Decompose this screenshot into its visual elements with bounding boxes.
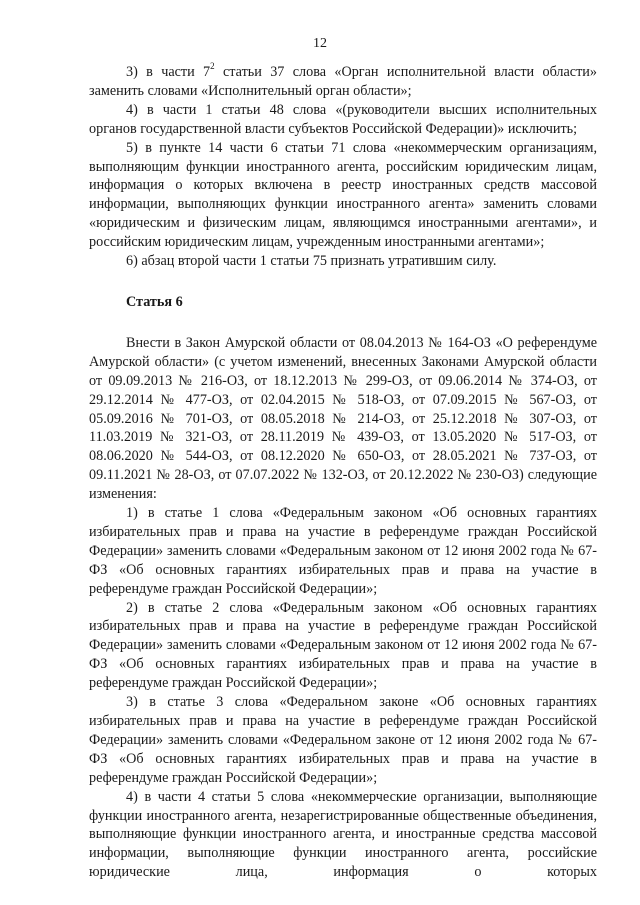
amendment-item-1: 1) в статье 1 слова «Федеральным законом «Об основных гарантиях избирательных прав и права на участие в референдуме граждан Российской Федерации» заменить словами «Федеральным законом от 12 июня 2002 года № 67-ФЗ «Об основных гарантиях избирательных прав и права на участие в референдуме граждан Российской Федерации»; [89, 505, 597, 597]
paragraph-text-start: 3) в части 7 [126, 64, 211, 80]
article-intro-paragraph: Внести в Закон Амурской области от 08.04.2013 № 164-ОЗ «О референдуме Амурской области» (с учетом изменений, внесенных Законами Амурской области от 09.09.2013 № 216-ОЗ, от 18.12.2013 № 299-ОЗ, от 09.06.2014 № 374-ОЗ, от 29.12.2014 № 477-ОЗ, от 02.04.2015 № 518-ОЗ, от 07.09.2015 № 567-ОЗ, от 05.09.2016 № 701-ОЗ, от 08.05.2018 № 214-ОЗ, от 25.12.2018 № 307-ОЗ, от 11.03.2019 № 321-ОЗ, от 28.11.2019 № 439-ОЗ, от 13.05.2020 № 517-ОЗ, от 08.06.2020 № 544-ОЗ, от 08.12.2020 № 650-ОЗ, от 28.05.2021 № 737-ОЗ, от 09.11.2021 № 28-ОЗ, от 07.07.2022 № 132-ОЗ, от 20.12.2022 № 230-ОЗ) следующие изменения: [89, 334, 597, 503]
document-body [89, 63, 597, 882]
page-number: 12 [313, 36, 327, 51]
amendment-item-3: 3) в статье 3 слова «Федеральном законе «Об основных гарантиях избирательных прав и права на участие в референдуме граждан Российской Федерации» заменить словами «Федеральном законе от 12 июня 2002 года № 67-ФЗ «Об основных гарантиях избирательных прав и права на участие в референдуме граждан Российской Федерации»; [89, 694, 597, 786]
article-heading: Статья 6 [126, 293, 183, 310]
paragraph-article-75: 6) абзац второй части 1 статьи 75 признать утратившим силу. [126, 253, 497, 270]
paragraph-article-48: 4) в части 1 статьи 48 слова «(руководители высших исполнительных органов государственной власти субъектов Российской Федерации)» исключить; [89, 101, 597, 137]
paragraph-article-71: 5) в пункте 14 части 6 статьи 71 слова «некоммерческим организациям, выполняющим функции иностранного агента, российским юридическим лицам, информация о которых включена в реестр иностранных средств массовой информации, выполняющих функции иностранного агента» заменить словами «юридическим и физическим лицам, являющимся иностранными агентами», и российским юридическим лицам, учрежденным иностранными агентами»; [89, 139, 597, 251]
paragraph-part-7-2-article-37 [89, 63, 597, 101]
amendment-item-2: 2) в статье 2 слова «Федеральным законом «Об основных гарантиях избирательных прав и права на участие в референдуме граждан Российской Федерации» заменить словами «Федеральным законом от 12 июня 2002 года № 67-ФЗ «Об основных гарантиях избирательных прав и права на участие в референдуме граждан Российской Федерации»; [89, 599, 597, 692]
amendment-item-4: 4) в части 4 статьи 5 слова «некоммерческие организации, выполняющие функции иностранного агента, незарегистрированные общественные объединения, выполняющие функции иностранного агента, и иностранные средства массовой информации, выполняющие функции иностранного агента, российские юридические лица, информация о которых [89, 788, 597, 881]
paragraph-text-end: статьи 37 слова «Орган исполнительной власти области» заменить словами «Исполнительный орган области»; [89, 64, 597, 99]
superscript: 2 [210, 61, 215, 72]
